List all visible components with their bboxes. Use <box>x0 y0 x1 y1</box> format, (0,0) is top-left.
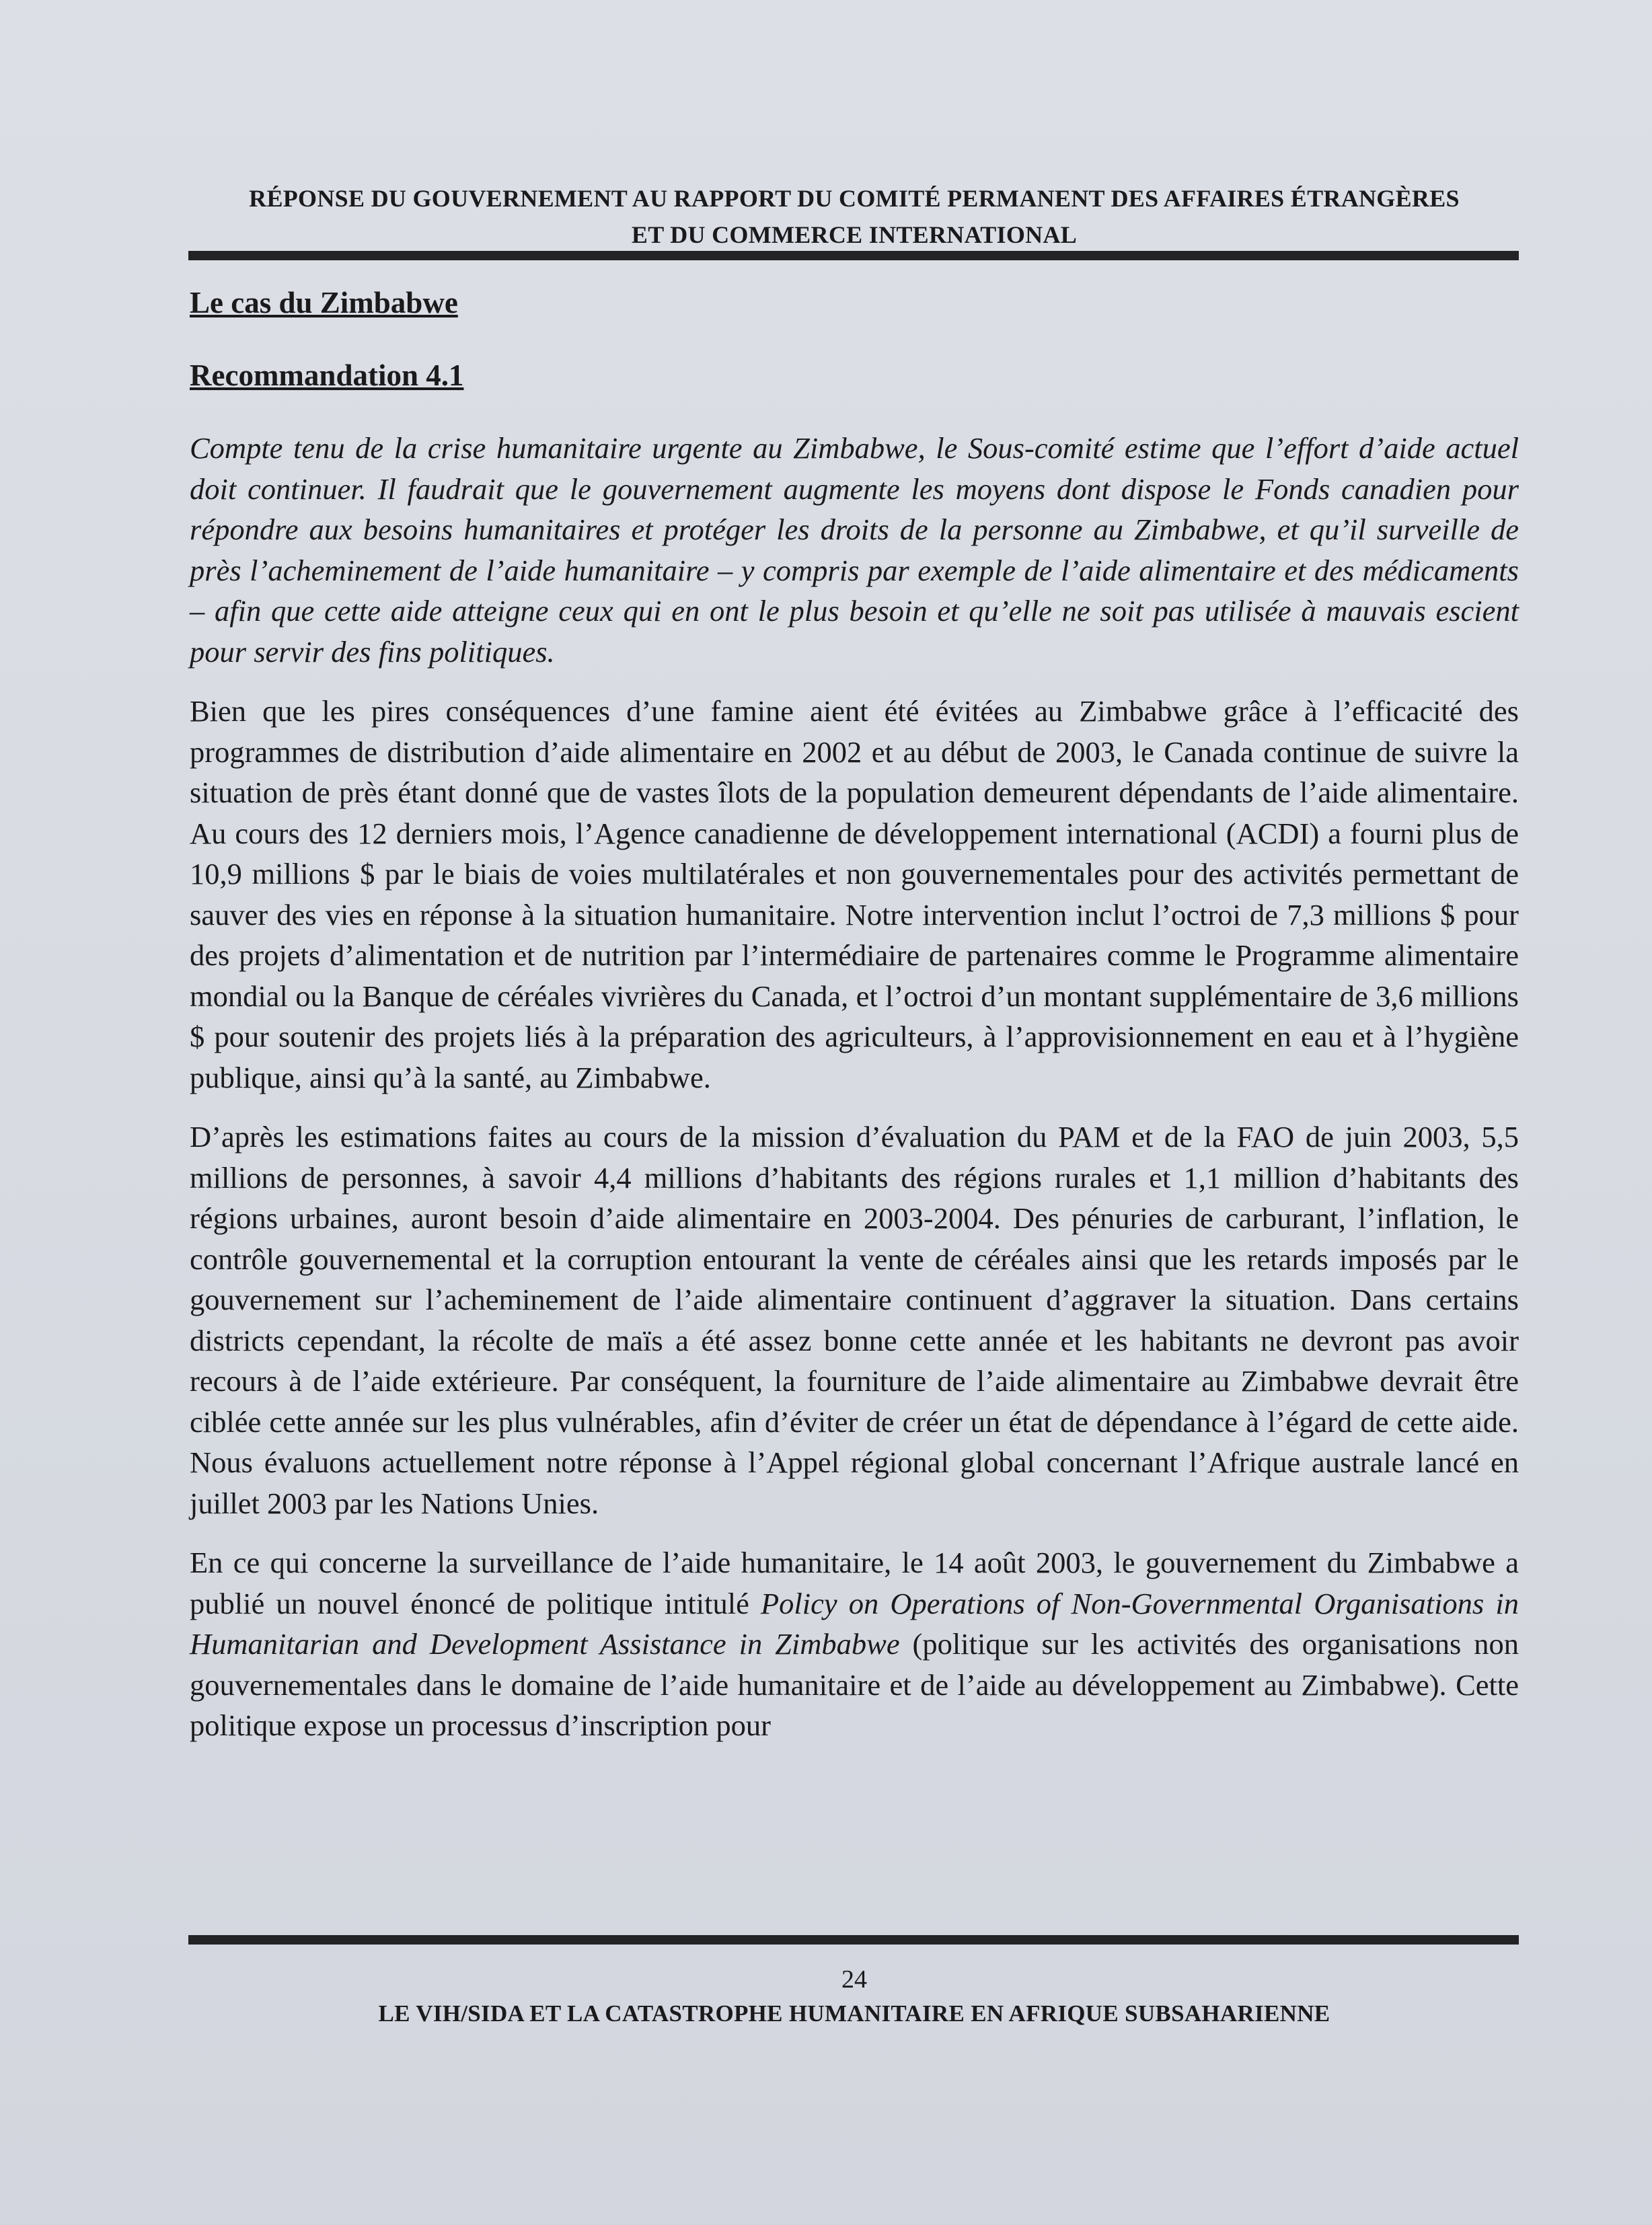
running-header <box>188 180 1520 253</box>
page-number: 24 <box>841 1965 867 1994</box>
section-title: Le cas du Zimbabwe <box>190 286 458 319</box>
paragraph-3-end: (politique sur les activités des organisations non gouvernementales dans le domaine de l’aide humanitaire et de l’aide au développement au Zimbabwe). Cette politique expose un processus d’inscription pour <box>190 1627 1519 1742</box>
page-body <box>190 277 1519 1746</box>
policy-title: Policy on Operations of Non-Governmental Organisations in Humanitarian and Development Assistance in Zimbabwe <box>190 1586 1519 1661</box>
header-line-2: ET DU COMMERCE INTERNATIONAL <box>631 221 1078 248</box>
footer-rule <box>188 1935 1519 1945</box>
paragraph-3 <box>190 1542 1519 1746</box>
recommendation-title: Recommandation 4.1 <box>190 359 464 392</box>
running-footer: LE VIH/SIDA ET LA CATASTROPHE HUMANITAIRE EN AFRIQUE SUBSAHARIENNE <box>378 2000 1330 2027</box>
header-rule <box>188 251 1519 260</box>
paragraph-1: Bien que les pires conséquences d’une famine aient été évitées au Zimbabwe grâce à l’efficacité des programmes de distribution d’aide alimentaire en 2002 et au début de 2003, le Canada continue de suivre la situation de près étant donné que de vastes îlots de la population demeurent dépendants de l’aide alimentaire. Au cours des 12 derniers mois, l’Agence canadienne de développement international (ACDI) a fourni plus de 10,9 millions $ par le biais de voies multilatérales et non gouvernementales pour des activités permettant de sauver des vies en réponse à la situation humanitaire. Notre intervention inclut l’octroi de 7,3 millions $ pour des projets d’alimentation et de nutrition par l’intermédiaire de partenaires comme le Programme alimentaire mondial ou la Banque de céréales vivrières du Canada, et l’octroi d’un montant supplémentaire de 3,6 millions $ pour soutenir des projets liés à la préparation des agriculteurs, à l’approvisionnement en eau et à l’hygiène publique, ainsi qu’à la santé, au Zimbabwe. <box>190 694 1519 1094</box>
paragraph-2: D’après les estimations faites au cours de la mission d’évaluation du PAM et de la FAO de juin 2003, 5,5 millions de personnes, à savoir 4,4 millions d’habitants des régions rurales et 1,1 million d’habitants des régions urbaines, auront besoin d’aide alimentaire en 2003-2004. Des pénuries de carburant, l’inflation, le contrôle gouvernemental et la corruption entourant la vente de céréales ainsi que les retards imposés par le gouvernement sur l’acheminement de l’aide alimentaire continuent d’aggraver la situation. Dans certains districts cependant, la récolte de maïs a été assez bonne cette année et les habitants ne devront pas avoir recours à de l’aide extérieure. Par conséquent, la fourniture de l’aide alimentaire au Zimbabwe devrait être ciblée cette année sur les plus vulnérables, afin d’éviter de créer un état de dépendance à l’égard de cette aide. Nous évaluons actuellement notre réponse à l’Appel régional global concernant l’Afrique australe lancé en juillet 2003 par les Nations Unies. <box>190 1120 1519 1520</box>
recommendation-text: Compte tenu de la crise humanitaire urgente au Zimbabwe, le Sous-comité estime que l’effort d’aide actuel doit continuer. Il faudrait que le gouvernement augmente les moyens dont dispose le Fonds canadien pour répondre aux besoins humanitaires et protéger les droits de la personne au Zimbabwe, et qu’il surveille de près l’acheminement de l’aide humanitaire – y compris par exemple de l’aide alimentaire et des médicaments – afin que cette aide atteigne ceux qui en ont le plus besoin et qu’elle ne soit pas utilisée à mauvais escient pour servir des fins politiques. <box>190 431 1519 669</box>
paragraph-3-start: En ce qui concerne la surveillance de l’aide humanitaire, le 14 août 2003, le gouvernement du Zimbabwe a publié un nouvel énoncé de politique intitulé <box>190 1546 1519 1620</box>
header-line-1: RÉPONSE DU GOUVERNEMENT AU RAPPORT DU COMITÉ PERMANENT DES AFFAIRES ÉTRANGÈRES <box>249 185 1460 212</box>
